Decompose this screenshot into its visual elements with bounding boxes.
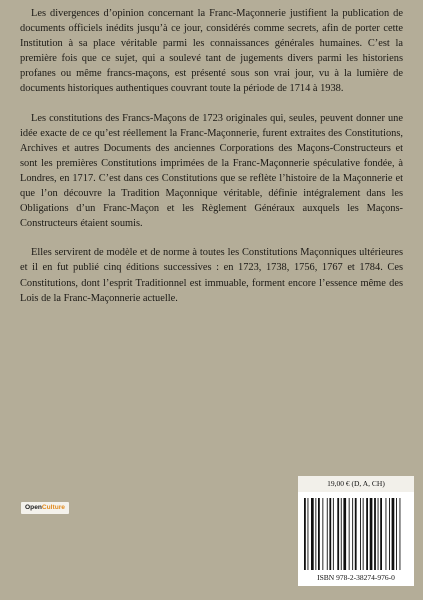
publisher-logo xyxy=(21,502,69,514)
barcode-bar xyxy=(366,498,368,570)
barcode-bar xyxy=(311,498,314,570)
barcode-bar xyxy=(370,498,373,570)
barcode-bar xyxy=(333,498,334,570)
barcode-bar xyxy=(352,498,353,570)
barcode-bar xyxy=(315,498,316,570)
barcode-bar xyxy=(329,498,331,570)
barcode-bar xyxy=(386,498,387,570)
barcode-bar xyxy=(355,498,357,570)
barcode-bar xyxy=(322,498,323,570)
barcode-bar xyxy=(374,498,376,570)
barcode-bar xyxy=(378,498,379,570)
isbn-text: ISBN 978-2-38274-976-0 xyxy=(317,573,395,582)
blurb-paragraph-3: Elles servirent de modèle et de norme à toutes les Constitutions Maçonniques ultérieures et il en fut publié cinq éditions successives : en 1723, 1738, 1756, 1767 et 1784. Ces Constitutions, dont l’esprit Traditionnel est immuable, forment encore l’essence même des Lois de la Franc-Maçonnerie actuelle. xyxy=(20,247,403,304)
barcode-bar xyxy=(341,498,342,570)
barcode-bar xyxy=(327,498,328,570)
barcode-bar xyxy=(304,498,306,570)
barcode-bar xyxy=(392,498,395,570)
barcode-panel xyxy=(298,492,414,586)
barcode-bar xyxy=(380,498,382,570)
barcode-bar xyxy=(349,498,350,570)
barcode-bar xyxy=(389,498,390,570)
logo-text-open: Open xyxy=(25,504,42,511)
barcode-bar xyxy=(360,498,361,570)
barcode-bar xyxy=(318,498,320,570)
blurb-text xyxy=(20,6,403,320)
blurb-paragraph-2: Les constitutions des Francs-Maçons de 1723 originales qui, seules, peuvent donner une idée exacte de ce qu’est réellement la Franc-Maçonnerie, furent extraites des Constitutions, Archives et autres Documents des anciennes Corporations des Maçons-Constructeurs et sont les premières Constitutions imprimées de la Franc-Maçonnerie spéculative fondée, à Londres, en 1717. C’est dans ces Constitutions que se reflète l’histoire de la Maçonnerie et que l’on découvre la Tradition Maçonnique véritable, définie intégralement dans les Obligations d’un Franc-Maçon et les Règlement Généraux auxquels les Maçons-Constructeurs étaient soumis. xyxy=(20,112,403,230)
barcode-bar xyxy=(343,498,346,570)
barcode-bar xyxy=(308,498,309,570)
price-label: 19,00 € (D, A, CH) xyxy=(298,476,414,492)
logo-text-culture: Culture xyxy=(41,504,65,511)
barcode-bar xyxy=(396,498,397,570)
blurb-paragraph-1: Les divergences d’opinion concernant la Franc-Maçonnerie justifient la publication de documents officiels inédits jusqu’à ce jour, considérés comme secrets, afin de porter cette Institution à sa place véritable parmi les connaissances générales humaines. C’est la première fois que ce sujet, qui a soulevé tant de jugements divers parmi les historiens profanes ou même francs-maçons, est présenté sous son vrai jour, vu à la lumière de documents historiques authentiques couvrant toute la période de 1714 à 1938. xyxy=(20,8,403,95)
barcode-bar xyxy=(400,498,401,570)
barcode-image xyxy=(302,498,410,570)
barcode-bar xyxy=(337,498,339,570)
barcode-bar xyxy=(363,498,364,570)
